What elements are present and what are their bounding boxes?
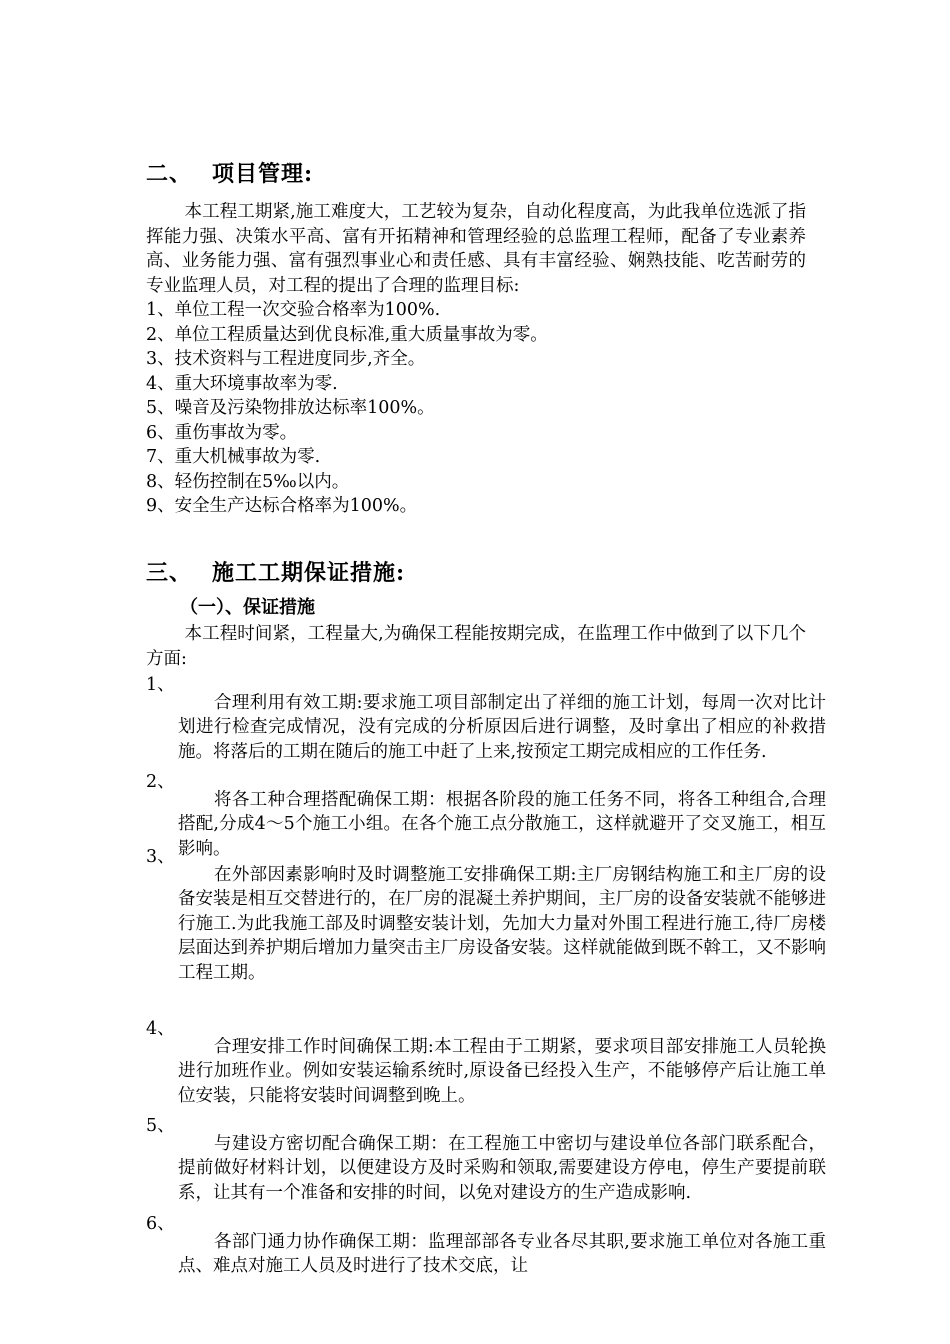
section-3-title: 施工工期保证措施: — [212, 560, 406, 586]
measure-item — [146, 673, 826, 782]
section-3-heading — [146, 560, 405, 586]
goal-item: 7、重大机械事故为零. — [146, 447, 321, 467]
measure-text: 合理安排工作时间确保工期:本工程由于工期紧，要求项目部安排施工人员轮换进行加班作业。例如安装运输系统时,原设备已经投入生产，不能够停产后让施工单位安装，只能将安装时间调整到晚上。 — [178, 1036, 826, 1106]
section-3-subtitle: （一）、保证措施 — [180, 597, 315, 618]
measure-item — [146, 1114, 826, 1223]
section-3-intro: 本工程时间紧，工程量大,为确保工程能按期完成，在监理工作中做到了以下几个方面: — [146, 624, 806, 669]
measure-item — [146, 1212, 826, 1296]
section-2-intro: 本工程工期紧,施工难度大，工艺较为复杂，自动化程度高，为此我单位选派了指挥能力强、决策水平高、富有开拓精神和管理经验的总监理工程师，配备了专业素养高、业务能力强、富有强烈事业心和责任感、具有丰富经验、娴熟技能、吃苦耐劳的专业监理人员，对工程的提出了合理的监理目标: — [146, 202, 806, 296]
measure-index: 6、 — [146, 1214, 175, 1234]
measure-text: 将各工种合理搭配确保工期：根据各阶段的施工任务不同，将各工种组合,合理搭配,分成4～5个施工小组。在各个施工点分散施工，这样就避开了交叉施工，相互影响。 — [178, 789, 827, 859]
goal-item: 3、技术资料与工程进度同步,齐全。 — [146, 349, 426, 369]
measure-text: 在外部因素影响时及时调整施工安排确保工期:主厂房钢结构施工和主厂房的设备安装是相互交替进行的，在厂房的混凝土养护期间，主厂房的设备安装就不能够进行施工.为此我施工部及时调整安装计划，先加大力量对外围工程进行施工,待厂房楼层面达到养护期后增加力量突击主厂房设备安装。这样就能做到既不斡工，又不影响工程工期。 — [178, 864, 826, 983]
measure-item — [146, 845, 826, 1003]
goal-item: 1、单位工程一次交验合格率为100%. — [146, 300, 441, 320]
section-2-body — [146, 200, 806, 519]
section-2-number: 二、 — [146, 161, 193, 187]
measure-item — [146, 1017, 826, 1126]
goal-list — [146, 298, 806, 519]
section-2-title: 项目管理: — [212, 161, 314, 187]
measure-index: 1、 — [146, 675, 175, 695]
section-2-heading — [146, 161, 313, 187]
measure-index: 3、 — [146, 847, 175, 867]
goal-item: 9、安全生产达标合格率为100%。 — [146, 496, 418, 516]
section-3-number: 三、 — [146, 560, 193, 586]
goal-item: 5、噪音及污染物排放达标率100%。 — [146, 398, 435, 418]
section-3-intro-block — [146, 622, 806, 671]
goal-item: 8、轻伤控制在5‰以内。 — [146, 471, 350, 492]
measure-index: 2、 — [146, 772, 175, 792]
goal-item: 6、重伤事故为零。 — [146, 422, 298, 443]
measure-index: 4、 — [146, 1019, 175, 1039]
measure-text: 各部门通力协作确保工期：监理部部各专业各尽其职,要求施工单位对各施工重点、难点对施工人员及时进行了技术交底，让 — [178, 1231, 826, 1276]
measure-text: 合理利用有效工期:要求施工项目部制定出了祥细的施工计划，每周一次对比计划进行检查完成情况，没有完成的分析原因后进行调整，及时拿出了相应的补救措施。将落后的工期在随后的施工中赶了上来,按预定工期完成相应的工作任务. — [178, 692, 826, 762]
measure-text: 与建设方密切配合确保工期：在工程施工中密切与建设单位各部门联系配合，提前做好材料计划，以便建设方及时采购和领取,需要建设方停电，停生产要提前联系，让其有一个准备和安排的时间，以免对建设方的生产造成影响. — [178, 1133, 826, 1203]
goal-item: 2、单位工程质量达到优良标准,重大质量事故为零。 — [146, 324, 548, 345]
measure-index: 5、 — [146, 1116, 175, 1136]
goal-item: 4、重大环境事故率为零. — [146, 373, 338, 394]
